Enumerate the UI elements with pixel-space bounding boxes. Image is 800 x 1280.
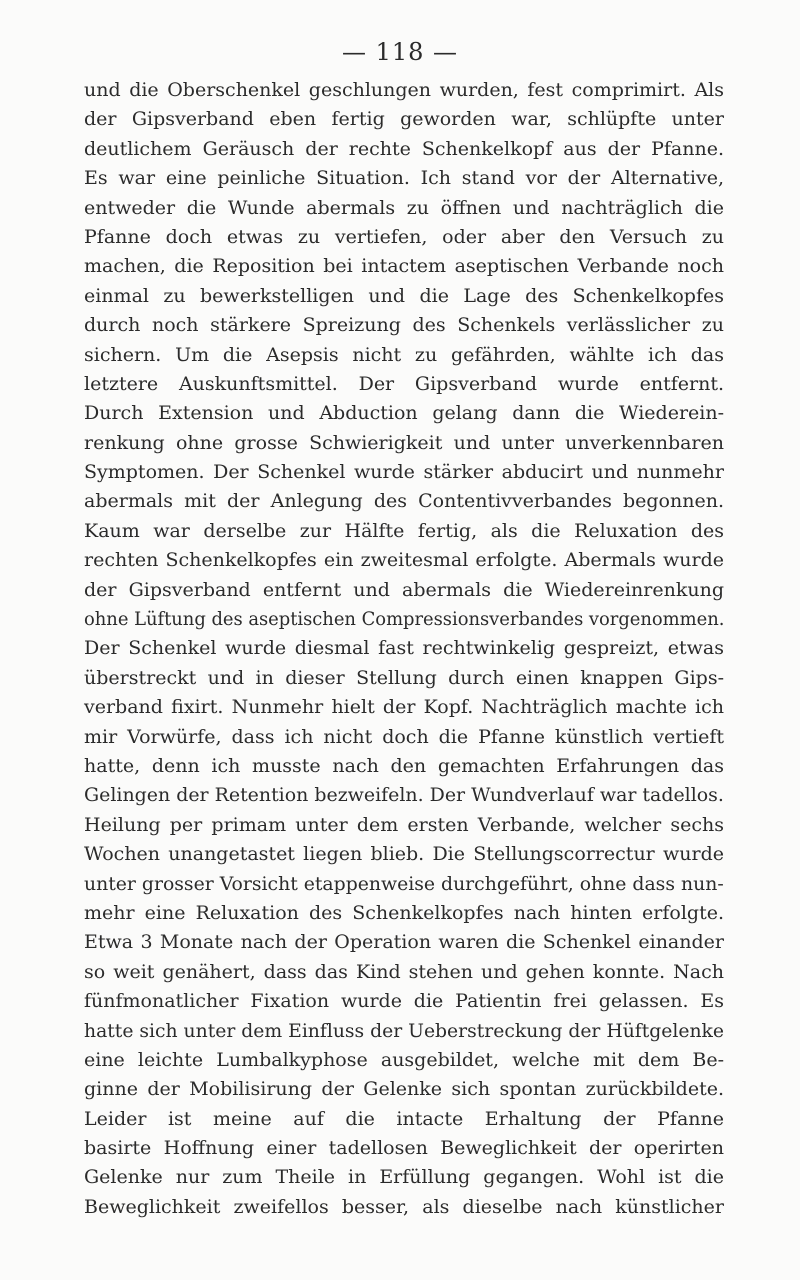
text-line: Leider ist meine auf die intacte Erhaltung der Pfanne	[84, 1107, 724, 1130]
text-line: eine leichte Lumbalkyphose ausgebildet, welche mit dem Be-	[84, 1048, 724, 1071]
text-line: der Gipsverband entfernt und abermals die Wiedereinrenkung	[84, 578, 724, 601]
text-line: und die Oberschenkel geschlungen wurden, fest comprimirt. Als	[84, 79, 724, 101]
text-line: sichern. Um die Asepsis nicht zu gefährden, wählte ich das	[84, 343, 724, 366]
text-line: fünfmonatlicher Fixation wurde die Patientin frei gelassen. Es	[84, 990, 724, 1013]
text-line: durch noch stärkere Spreizung des Schenkels verlässlicher zu	[84, 314, 724, 337]
text-line: deutlichem Geräusch der rechte Schenkelkopf aus der Pfanne.	[84, 137, 724, 160]
text-line: renkung ohne grosse Schwierigkeit und unter unverkennbaren	[84, 431, 724, 454]
text-line: hatte, denn ich musste nach den gemachten Erfahrungen das	[84, 754, 724, 777]
text-line: Gelingen der Retention bezweifeln. Der Wundverlauf war tadellos.	[84, 784, 724, 807]
text-line: Wochen unangetastet liegen blieb. Die Stellungscorrectur wurde	[84, 843, 724, 866]
text-line: mir Vorwürfe, dass ich nicht doch die Pfanne künstlich vertieft	[84, 725, 724, 748]
text-line: überstreckt und in dieser Stellung durch einen knappen Gips-	[84, 666, 724, 689]
text-line: unter grosser Vorsicht etappenweise durchgeführt, ohne dass nun-	[84, 872, 724, 895]
text-line: machen, die Reposition bei intactem aseptischen Verbande noch	[84, 255, 724, 278]
text-line: Heilung per primam unter dem ersten Verbande, welcher sechs	[84, 813, 724, 836]
text-line: Pfanne doch etwas zu vertiefen, oder aber den Versuch zu	[84, 225, 724, 248]
text-line: letztere Auskunftsmittel. Der Gipsverband wurde entfernt.	[84, 372, 724, 395]
text-line: entweder die Wunde abermals zu öffnen und nachträglich die	[84, 196, 724, 219]
text-line: einmal zu bewerkstelligen und die Lage des Schenkelkopfes	[84, 284, 724, 307]
text-line: so weit genähert, dass das Kind stehen und gehen konnte. Nach	[84, 960, 724, 983]
text-line: mehr eine Reluxation des Schenkelkopfes nach hinten erfolgte.	[84, 901, 724, 924]
text-line: Etwa 3 Monate nach der Operation waren die Schenkel einander	[84, 931, 724, 954]
text-line: hatte sich unter dem Einfluss der Ueberstreckung der Hüftgelenke	[84, 1019, 725, 1042]
text-line: ginne der Mobilisirung der Gelenke sich spontan zurückbildete.	[84, 1078, 724, 1101]
text-line: Gelenke nur zum Theile in Erfüllung gegangen. Wohl ist die	[84, 1166, 724, 1189]
text-line: Es war eine peinliche Situation. Ich stand vor der Alternative,	[84, 167, 724, 190]
text-line: Beweglichkeit zweifellos besser, als dieselbe nach künstlicher	[84, 1195, 724, 1218]
text-line: Der Schenkel wurde diesmal fast rechtwinkelig gespreizt, etwas	[84, 637, 724, 660]
text-line: ohne Lüftung des aseptischen Compressionsverbandes vorgenommen.	[84, 608, 725, 631]
page-number: — 118 —	[341, 38, 459, 66]
text-line: Kaum war derselbe zur Hälfte fertig, als die Reluxation des	[84, 519, 724, 542]
text-line: abermals mit der Anlegung des Contentivverbandes begonnen.	[84, 490, 724, 513]
text-line: verband fixirt. Nunmehr hielt der Kopf. Nachträglich machte ich	[84, 696, 724, 719]
text-line: basirte Hoffnung einer tadellosen Beweglichkeit der operirten	[84, 1137, 724, 1160]
text-line: Durch Extension und Abduction gelang dann die Wiederein-	[84, 402, 724, 425]
text-line: rechten Schenkelkopfes ein zweitesmal erfolgte. Abermals wurde	[84, 549, 724, 572]
text-line: der Gipsverband eben fertig geworden war, schlüpfte unter	[84, 108, 724, 131]
body-text	[84, 76, 724, 1222]
text-line: Symptomen. Der Schenkel wurde stärker abducirt und nunmehr	[84, 461, 724, 484]
